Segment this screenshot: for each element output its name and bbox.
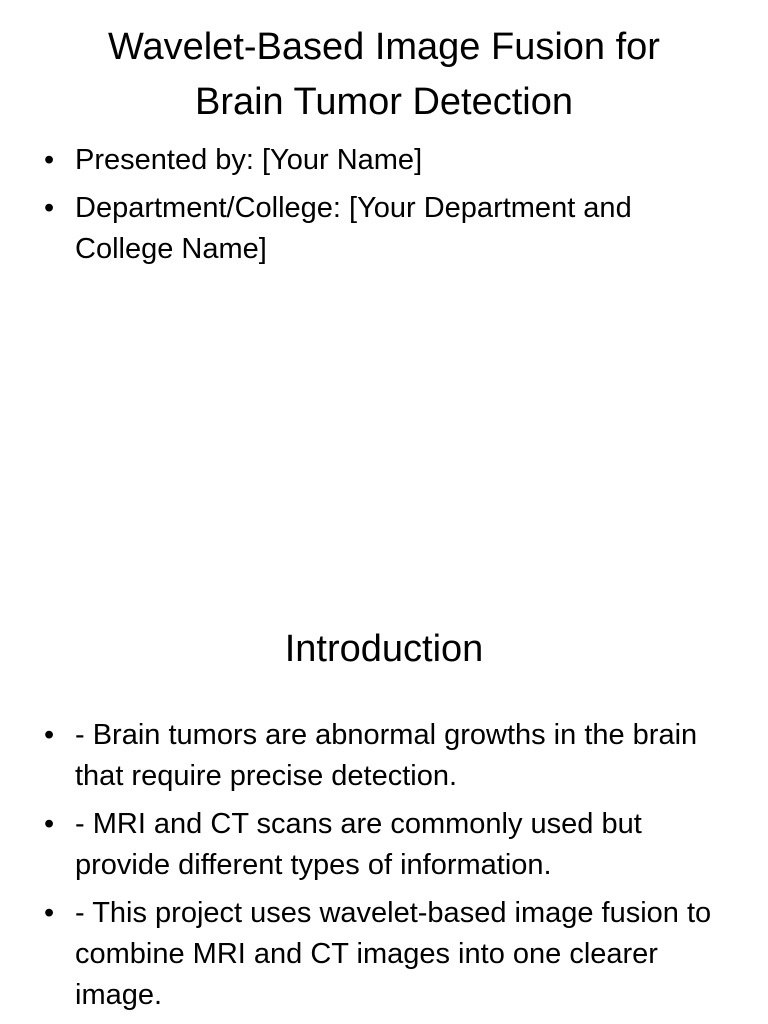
slide-introduction xyxy=(0,300,768,1024)
bullet-brain-tumors xyxy=(40,715,728,797)
introduction-bullets xyxy=(40,715,728,1023)
bullet-text: - This project uses wavelet-based image fusion to combine MRI and CT images into one clearer image. xyxy=(75,897,712,1011)
title-slide-bullets xyxy=(40,140,728,277)
bullet-text: - MRI and CT scans are commonly used but provide different types of information. xyxy=(75,808,642,881)
bullet-mri-ct xyxy=(40,804,728,886)
bullet-presenter xyxy=(40,140,728,181)
bullet-dot-icon: • xyxy=(44,719,55,751)
title-slide-heading xyxy=(40,20,728,130)
bullet-text: Department/College: [Your Department and College Name] xyxy=(75,192,632,265)
introduction-heading: Introduction xyxy=(284,628,484,670)
bullet-project xyxy=(40,893,728,1016)
bullet-text: - Brain tumors are abnormal growths in the brain that require precise detection. xyxy=(75,719,698,792)
title-line-2: Brain Tumor Detection xyxy=(194,81,574,123)
title-line-1: Wavelet-Based Image Fusion for xyxy=(108,26,660,68)
slide-title xyxy=(0,0,768,300)
bullet-department xyxy=(40,188,728,270)
bullet-dot-icon: • xyxy=(44,192,55,224)
bullet-dot-icon: • xyxy=(44,897,55,929)
bullet-dot-icon: • xyxy=(44,808,55,840)
bullet-dot-icon: • xyxy=(44,144,55,176)
bullet-text: Presented by: [Your Name] xyxy=(75,144,423,176)
